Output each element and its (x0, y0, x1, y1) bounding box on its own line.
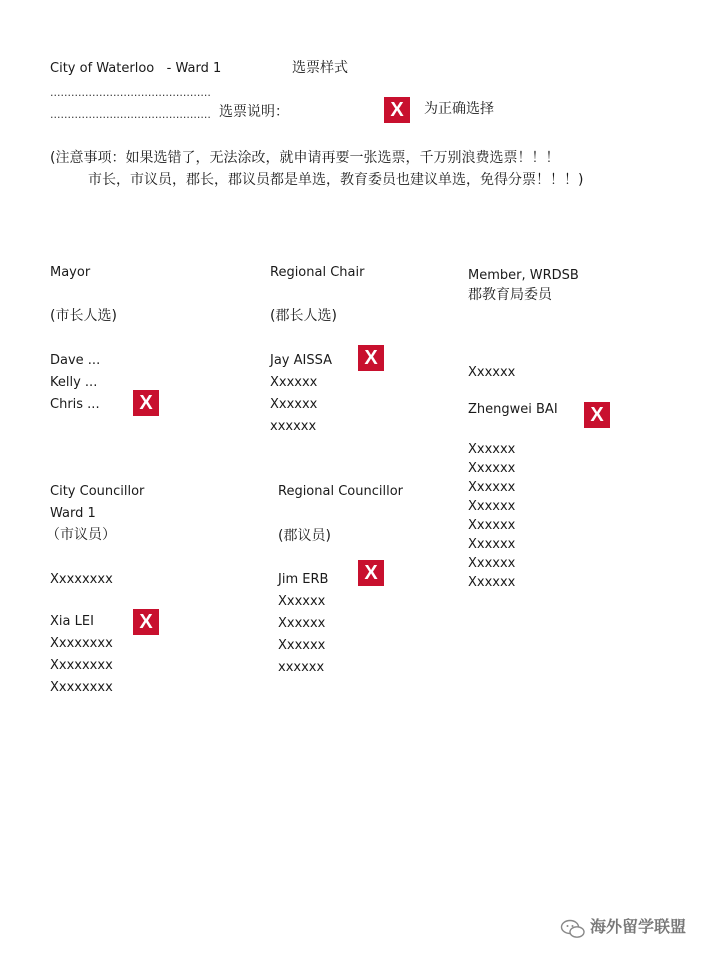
wrdsb-candidate[interactable]: Xxxxxx (468, 365, 516, 380)
wrdsb-candidate[interactable]: Xxxxxx (468, 537, 516, 552)
dotted-line-1: .............................................. (50, 86, 211, 99)
wrdsb-title: Member, WRDSB (468, 268, 579, 283)
regional-chair-subtitle: (郡长人选) (270, 308, 337, 324)
city-councillor-candidate[interactable]: Xxxxxxxx (50, 572, 113, 587)
regional-councillor-candidate[interactable]: Xxxxxx (278, 638, 326, 653)
regional-chair-x-mark-icon[interactable]: X (358, 345, 384, 371)
regional-chair-candidate[interactable]: Jay AISSA (270, 353, 332, 368)
mayor-candidate[interactable]: Kelly ... (50, 375, 98, 390)
mayor-candidate[interactable]: Chris ... (50, 397, 100, 412)
city-councillor-candidate[interactable]: Xxxxxxxx (50, 658, 113, 673)
regional-councillor-candidate[interactable]: Xxxxxx (278, 616, 326, 631)
city-councillor-candidate[interactable]: Xxxxxxxx (50, 636, 113, 651)
header-location (50, 60, 221, 78)
regional-chair-title: Regional Chair (270, 265, 365, 280)
regional-chair-candidate-list (270, 350, 332, 438)
regional-councillor-candidate[interactable]: Xxxxxx (278, 594, 326, 609)
wrdsb-candidate[interactable]: Xxxxxx (468, 480, 516, 495)
mayor-x-mark-icon[interactable]: X (133, 390, 159, 416)
notice-line-2: 市长，市议员，郡长，郡议员都是单选，教育委员也建议单选，免得分票！！！) (88, 172, 584, 188)
city-councillor-candidate[interactable]: Xxxxxxxx (50, 680, 113, 695)
legend-label: 选票说明： (219, 104, 289, 120)
dotted-line-2: .............................................. (50, 108, 211, 121)
ward-text: - Ward 1 (166, 61, 222, 76)
mayor-title: Mayor (50, 265, 91, 280)
mayor-candidate[interactable]: Dave ... (50, 353, 101, 368)
wechat-icon (560, 919, 586, 939)
wrdsb-subtitle: 郡教育局委员 (468, 287, 552, 303)
wrdsb-candidate[interactable]: Xxxxxx (468, 461, 516, 476)
city-councillor-candidate-list (50, 611, 113, 699)
notice-line-1: (注意事项：如果选错了，无法涂改，就申请再要一张选票，千万别浪费选票！！！ (50, 150, 560, 166)
wrdsb-selected-candidate[interactable]: Zhengwei BAI (468, 402, 558, 417)
city-councillor-title: City Councillor (50, 484, 145, 499)
city-councillor-x-mark-icon[interactable]: X (133, 609, 159, 635)
legend-meaning: 为正确选择 (424, 101, 494, 117)
regional-councillor-candidate-list (278, 569, 328, 679)
wrdsb-candidate[interactable]: Xxxxxx (468, 518, 516, 533)
regional-councillor-subtitle: (郡议员) (278, 528, 331, 544)
regional-chair-candidate[interactable]: Xxxxxx (270, 397, 318, 412)
wrdsb-candidate[interactable]: Xxxxxx (468, 556, 516, 571)
wrdsb-x-mark-icon[interactable]: X (584, 402, 610, 428)
mayor-subtitle: (市长人选) (50, 308, 117, 324)
wrdsb-candidate[interactable]: Xxxxxx (468, 575, 516, 590)
wrdsb-candidate[interactable]: Xxxxxx (468, 499, 516, 514)
regional-councillor-candidate[interactable]: Jim ERB (278, 572, 329, 587)
regional-chair-candidate[interactable]: xxxxxx (270, 419, 317, 434)
regional-councillor-title: Regional Councillor (278, 484, 404, 499)
city-councillor-subtitle: （市议员） (46, 527, 116, 543)
city-councillor-candidate[interactable]: Xia LEI (50, 614, 94, 629)
regional-councillor-x-mark-icon[interactable]: X (358, 560, 384, 586)
mayor-candidate-list (50, 350, 100, 416)
wrdsb-candidate-list (468, 440, 515, 592)
sample-ballot-title: 选票样式 (292, 60, 348, 76)
watermark-text: 海外留学联盟 (590, 917, 687, 936)
regional-councillor-candidate[interactable]: xxxxxx (278, 660, 325, 675)
location-text: City of Waterloo (50, 61, 155, 76)
wrdsb-candidate[interactable]: Xxxxxx (468, 442, 516, 457)
legend-x-mark-icon: X (384, 97, 410, 123)
city-councillor-ward: Ward 1 (50, 506, 96, 521)
regional-chair-candidate[interactable]: Xxxxxx (270, 375, 318, 390)
